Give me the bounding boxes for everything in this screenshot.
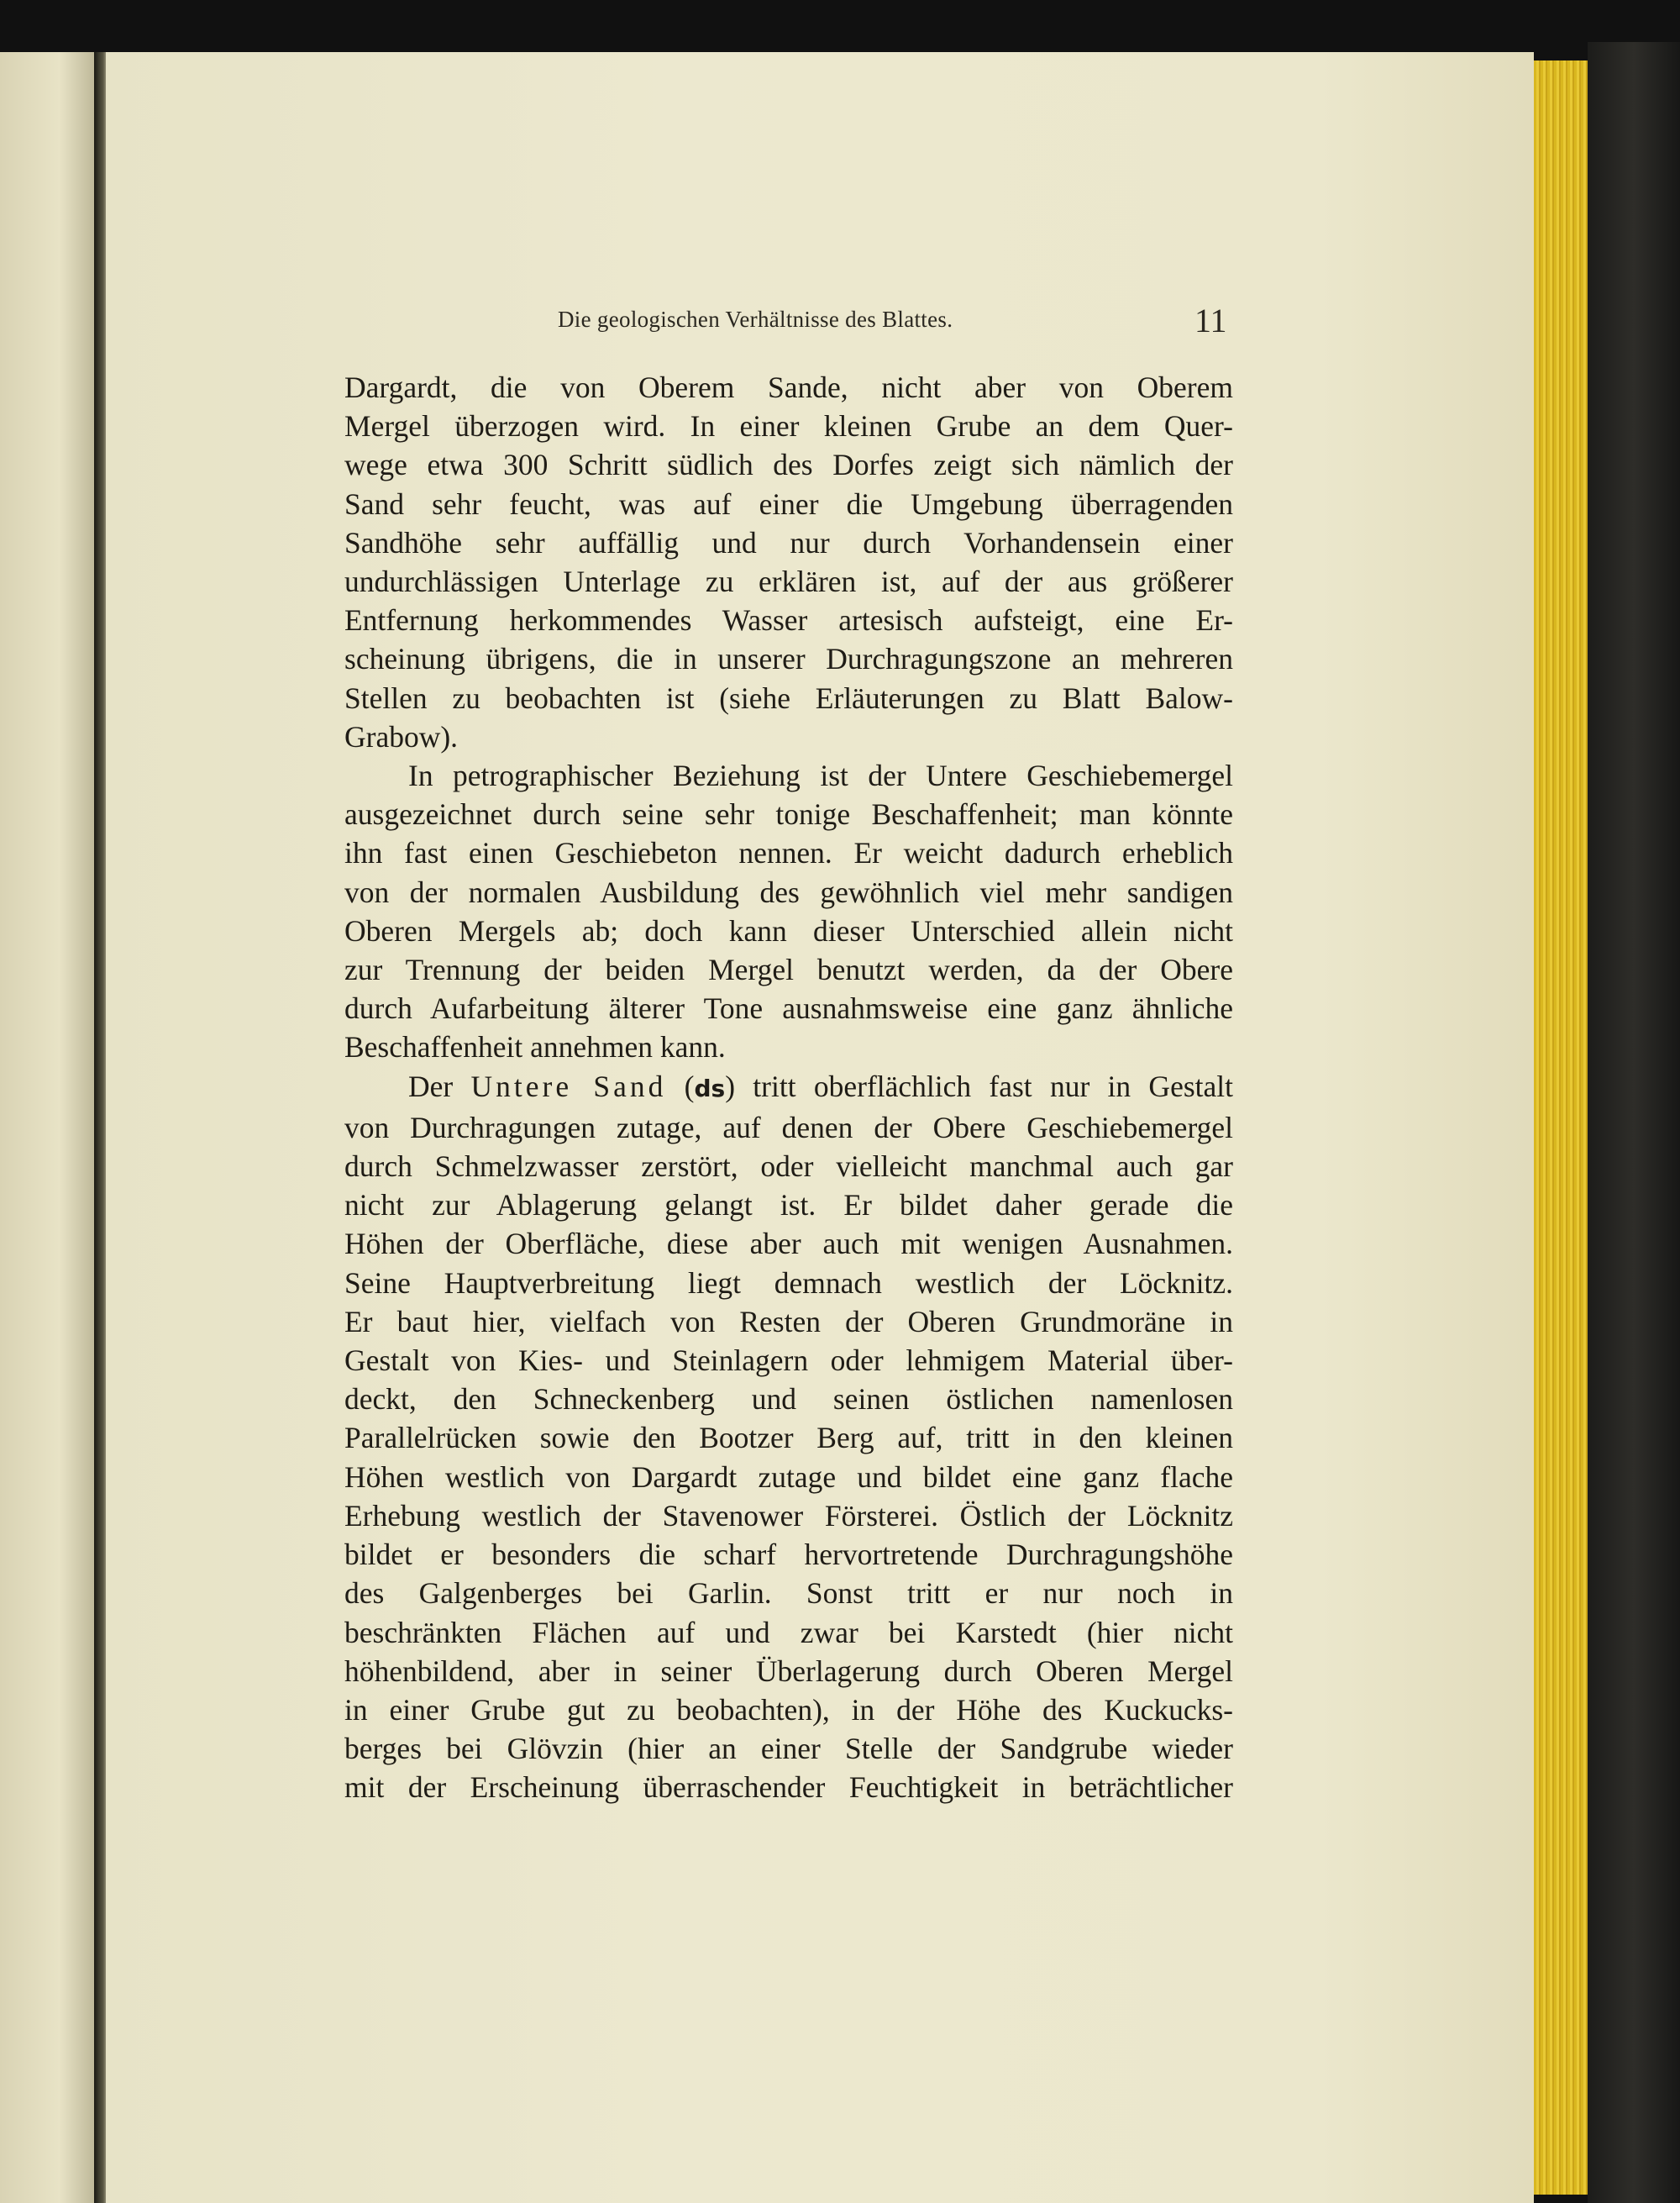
previous-page-edge	[0, 52, 99, 2203]
text-line: Sandhöhe sehr auffällig und nur durch Vorhandensein einer	[344, 525, 1233, 560]
paragraph-1	[344, 368, 1233, 756]
spaced-term: Untere Sand	[470, 1069, 667, 1103]
text-line: von der normalen Ausbildung des gewöhnlich viel mehr sandigen	[344, 875, 1233, 909]
running-title: Die geologischen Verhältnisse des Blattes.	[558, 307, 953, 332]
text-line: Mergel überzogen wird. In einer kleinen Grube an dem Quer-	[344, 409, 1233, 444]
text-line: zur Trennung der beiden Mergel benutzt werden, da der Obere	[344, 953, 1233, 987]
text-fragment: Der	[408, 1069, 471, 1103]
text-line: Beschaffenheit annehmen kann.	[344, 1030, 726, 1065]
text-line: wege etwa 300 Schritt südlich des Dorfes zeigt sich nämlich der	[344, 448, 1233, 482]
text-line: durch Schmelzwasser zerstört, oder vielleicht manchmal auch gar	[344, 1149, 1233, 1184]
page-edges	[1534, 60, 1588, 2195]
page-number: 11	[1194, 302, 1227, 339]
text-line: höhenbildend, aber in seiner Überlagerung durch Oberen Mergel	[344, 1654, 1233, 1688]
text-line: Er baut hier, vielfach von Resten der Oberen Grundmoräne in	[344, 1304, 1233, 1338]
text-line: mit der Erscheinung überraschender Feuchtigkeit in beträchtlicher	[344, 1770, 1233, 1805]
map-symbol: ds	[694, 1074, 726, 1102]
text-line: Gestalt von Kies- und Steinlagern oder lehmigem Material über-	[344, 1343, 1233, 1378]
paragraph-3	[344, 1067, 1233, 1807]
text-line: Höhen der Oberfläche, diese aber auch mit wenigen Ausnahmen.	[344, 1227, 1233, 1261]
text-line: Stellen zu beobachten ist (siehe Erläuterungen zu Blatt Balow-	[344, 681, 1233, 715]
text-line: ihn fast einen Geschiebeton nennen. Er weicht dadurch erheblich	[344, 836, 1233, 870]
text-line: Oberen Mergels ab; doch kann dieser Unterschied allein nicht	[344, 913, 1233, 948]
text-fragment: (	[666, 1069, 695, 1103]
text-line: ausgezeichnet durch seine sehr tonige Beschaffenheit; man könnte	[344, 797, 1233, 832]
text-line	[344, 1067, 1233, 1108]
text-line: des Galgenberges bei Garlin. Sonst tritt er nur noch in	[344, 1576, 1233, 1611]
text-line: Entfernung herkommendes Wasser artesisch aufsteigt, eine Er-	[344, 603, 1233, 638]
book-cover	[1588, 42, 1680, 2203]
text-line: beschränkten Flächen auf und zwar bei Karstedt (hier nicht	[344, 1615, 1233, 1649]
text-line: Erhebung westlich der Stavenower Försterei. Östlich der Löcknitz	[344, 1498, 1233, 1533]
text-line: deckt, den Schneckenberg und seinen östlichen namenlosen	[344, 1382, 1233, 1417]
text-fragment: ) tritt oberflächlich fast nur in Gestalt	[725, 1069, 1233, 1103]
text-line: scheinung übrigens, die in unserer Durchragungszone an mehreren	[344, 642, 1233, 676]
text-line: undurchlässigen Unterlage zu erklären ist, auf der aus größerer	[344, 565, 1233, 599]
text-line: In petrographischer Beziehung ist der Untere Geschiebemergel	[408, 759, 1233, 793]
text-line: nicht zur Ablagerung gelangt ist. Er bildet daher gerade die	[344, 1188, 1233, 1222]
paragraph-2	[344, 756, 1233, 1067]
text-line: von Durchragungen zutage, auf denen der Obere Geschiebemergel	[344, 1110, 1233, 1144]
text-line: Parallelrücken sowie den Bootzer Berg auf, tritt in den kleinen	[344, 1421, 1233, 1455]
body-text	[344, 368, 1233, 1807]
text-line: Sand sehr feucht, was auf einer die Umgebung überragenden	[344, 486, 1233, 521]
text-line: durch Aufarbeitung älterer Tone ausnahmsweise eine ganz ähnliche	[344, 991, 1233, 1026]
text-line: in einer Grube gut zu beobachten), in der Höhe des Kuckucks-	[344, 1692, 1233, 1727]
text-line: bildet er besonders die scharf hervortretende Durchragungshöhe	[344, 1538, 1233, 1572]
text-line: berges bei Glövzin (hier an einer Stelle der Sandgrube wieder	[344, 1732, 1233, 1766]
text-line: Dargardt, die von Oberem Sande, nicht aber von Oberem	[344, 371, 1233, 404]
text-line: Höhen westlich von Dargardt zutage und bildet eine ganz flache	[344, 1459, 1233, 1494]
text-line: Grabow).	[344, 719, 459, 754]
text-line: Seine Hauptverbreitung liegt demnach westlich der Löcknitz.	[344, 1265, 1233, 1300]
